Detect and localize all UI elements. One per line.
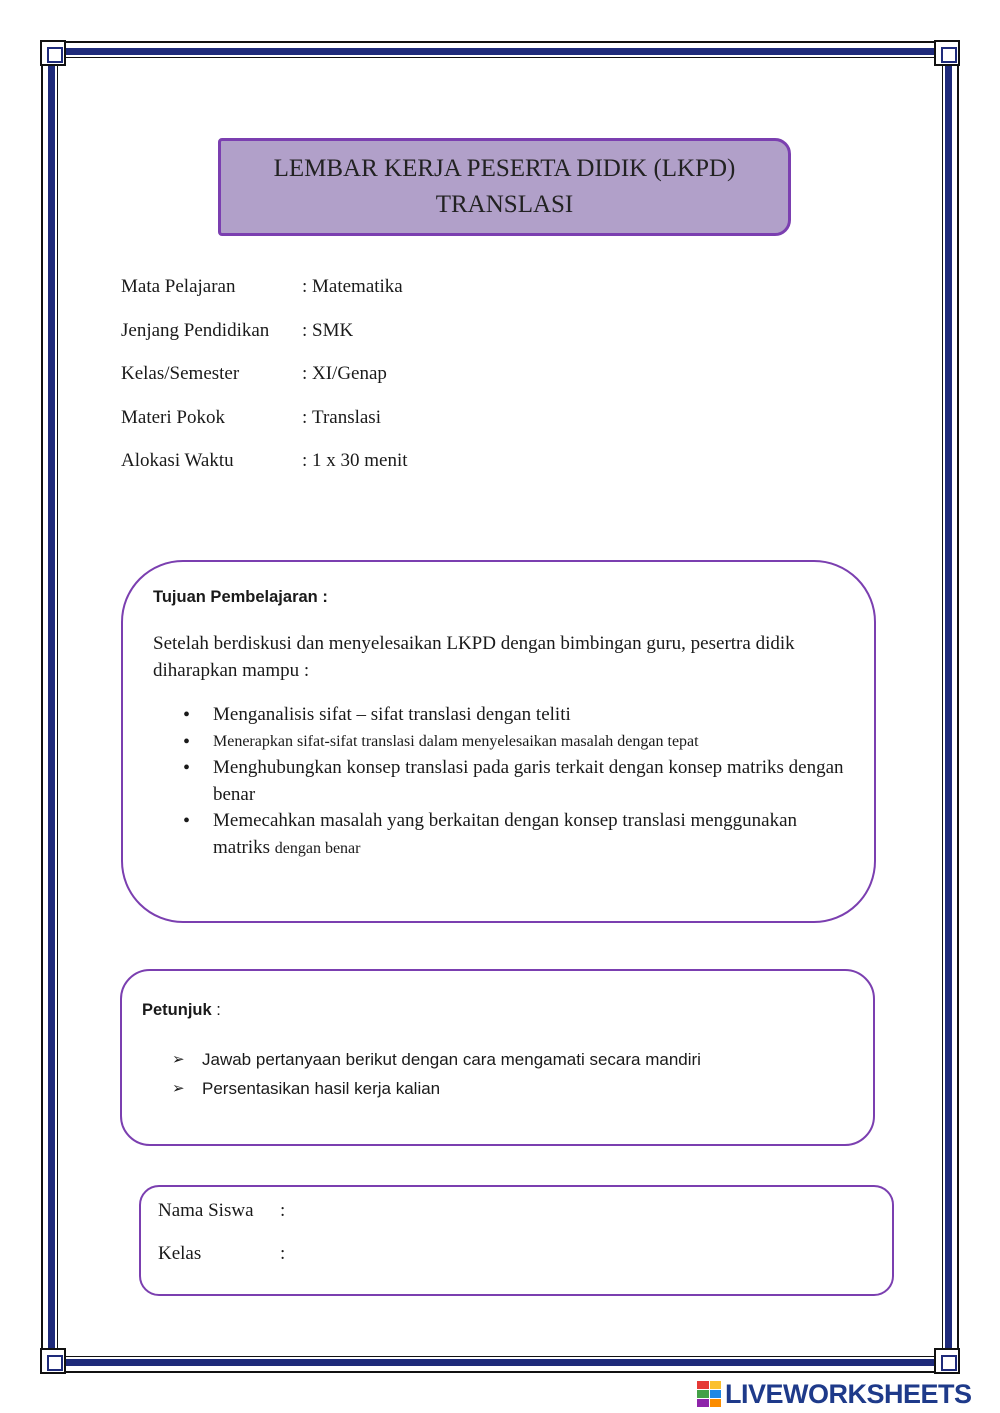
objective-item: • Menghubungkan konsep translasi pada garis terkait dengan konsep matriks dengan benar — [183, 755, 853, 808]
student-class-label: Kelas — [158, 1243, 202, 1264]
info-colon: : — [302, 363, 308, 384]
info-label: Jenjang Pendidikan — [121, 319, 270, 341]
corner-ornament-top-right — [934, 40, 960, 66]
info-label: Alokasi Waktu — [121, 450, 234, 471]
title-line-1: LEMBAR KERJA PESERTA DIDIK (LKPD) — [273, 155, 736, 182]
objective-item — [183, 808, 853, 862]
corner-ornament-bottom-left — [40, 1348, 66, 1374]
info-list — [121, 276, 408, 494]
corner-ornament-bottom-right — [934, 1348, 960, 1374]
objective-item: • Menganalisis sifat – sifat translasi dengan teliti — [183, 702, 853, 729]
info-value: XI/Genap — [312, 363, 387, 384]
corner-ornament-top-left — [40, 40, 66, 66]
objective-item: • Menerapkan sifat-sifat translasi dalam menyelesaikan masalah dengan tepat — [183, 729, 853, 756]
info-row — [121, 320, 408, 364]
objective-item-text: Memecahkan masalah yang berkaitan dengan konsep translasi menggunakan matriks — [213, 810, 798, 858]
info-label: Kelas/Semester — [121, 363, 240, 384]
learning-objectives-list — [183, 702, 853, 862]
info-row — [121, 450, 408, 494]
info-colon: : — [302, 450, 308, 471]
info-value: Matematika — [312, 276, 403, 297]
info-colon: : — [302, 276, 308, 297]
info-row — [121, 407, 408, 451]
instructions-heading-text: Petunjuk — [142, 1001, 212, 1019]
liveworksheets-logo-icon — [697, 1381, 721, 1407]
student-name-label: Nama Siswa — [158, 1200, 254, 1221]
instructions-box — [120, 969, 875, 1146]
instructions-list — [172, 1045, 701, 1103]
student-class-row — [158, 1243, 285, 1265]
info-value: 1 x 30 menit — [312, 450, 408, 471]
liveworksheets-logo-text: LIVEWORKSHEETS — [725, 1378, 972, 1409]
learning-objectives-box — [121, 560, 876, 923]
info-colon: : — [302, 406, 308, 428]
info-value: Translasi — [312, 406, 381, 428]
instructions-heading-colon: : — [211, 1001, 221, 1019]
info-colon: : — [302, 319, 308, 341]
info-row — [121, 276, 408, 320]
student-name-colon: : — [280, 1200, 286, 1221]
student-identity-box — [139, 1185, 894, 1296]
learning-objectives-heading: Tujuan Pembelajaran : — [153, 588, 328, 606]
instruction-item: ➢ Jawab pertanyaan berikut dengan cara mengamati secara mandiri — [172, 1045, 701, 1074]
info-label: Mata Pelajaran — [121, 276, 236, 297]
instruction-item: ➢ Persentasikan hasil kerja kalian — [172, 1074, 701, 1103]
student-class-colon: : — [280, 1243, 286, 1264]
objective-item-tail: dengan benar — [274, 839, 361, 857]
info-row — [121, 363, 408, 407]
info-value: SMK — [312, 319, 354, 341]
title-box — [218, 138, 791, 236]
liveworksheets-logo[interactable] — [697, 1378, 972, 1410]
info-label: Materi Pokok — [121, 406, 225, 428]
learning-objectives-intro: Setelah berdiskusi dan menyelesaikan LKPD dengan bimbingan guru, pesertra didik diharapkan mampu : — [153, 633, 795, 681]
title-line-2: TRANSLASI — [435, 191, 574, 218]
instructions-heading — [142, 1001, 221, 1020]
student-name-row — [158, 1200, 285, 1222]
